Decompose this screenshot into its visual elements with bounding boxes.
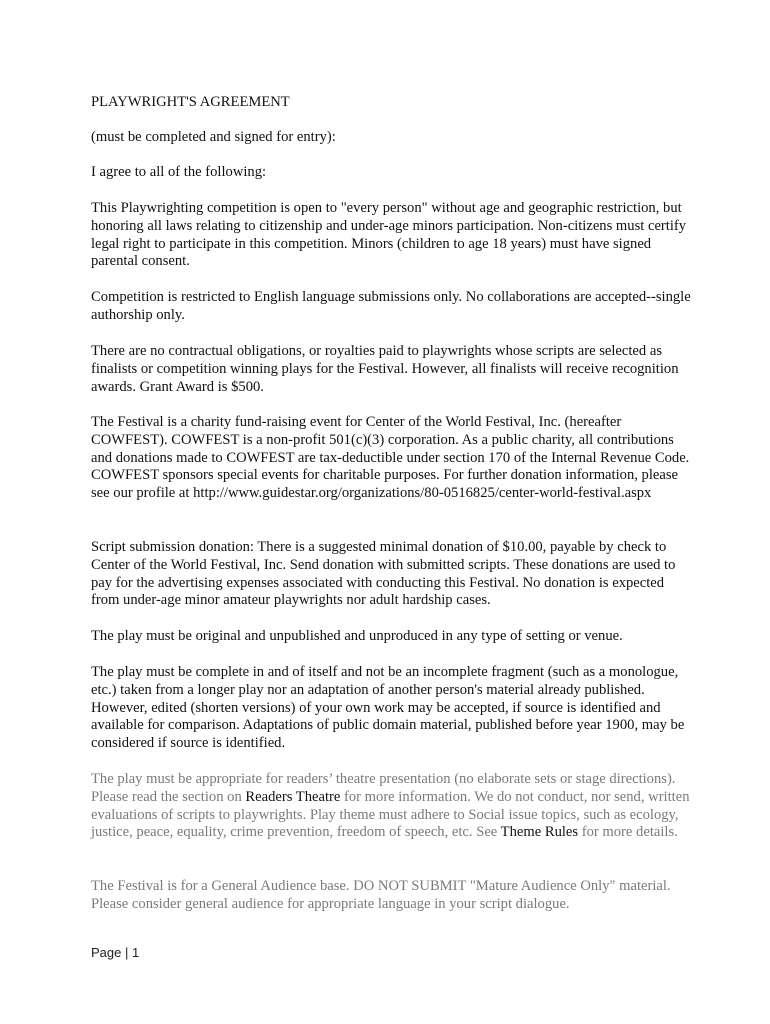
paragraph-audience: The Festival is for a General Audience base. DO NOT SUBMIT "Mature Audience Only" material. Please consider general audience for appropriate language in your script dialogue. bbox=[91, 878, 671, 912]
paragraph-readers-theatre bbox=[91, 771, 693, 842]
theme-rules-link[interactable]: Theme Rules bbox=[500, 824, 579, 841]
p8-part-b: for more information. We do not conduct, nor send, written evaluations of scripts to playwrights. Play theme must adhere to Social issue topics, such as ecology, justice, peace, equality, crime prevention, freedom of speech, etc. See bbox=[91, 788, 690, 841]
p8-part-c: for more details. bbox=[578, 824, 678, 841]
agreement-subtitle: (must be completed and signed for entry): bbox=[91, 129, 336, 145]
p8-part-a: The play must be appropriate for readers’ theatre presentation (no elaborate sets or stage directions). Please read the section on bbox=[91, 771, 676, 805]
paragraph-obligations: There are no contractual obligations, or royalties paid to playwrights whose scripts are selected as finalists or competition winning plays for the Festival. However, all finalists will receive recognition awards. Grant Award is $500. bbox=[91, 343, 679, 395]
paragraph-charity: The Festival is a charity fund-raising event for Center of the World Festival, Inc. (hereafter COWFEST). COWFEST is a non-profit 501(c)(3) corporation. As a public charity, all contributions and donations made to COWFEST are tax-deductible under section 170 of the Internal Revenue Code. COWFEST sponsors special events for charitable purposes. For further donation information, please see our profile at http://www.guidestar.org/organizations/80-0516825/center-world-festival.aspx bbox=[91, 414, 690, 502]
agreement-intro: I agree to all of the following: bbox=[91, 164, 267, 180]
page-number-footer: Page | 1 bbox=[91, 945, 140, 960]
readers-theatre-link[interactable]: Readers Theatre bbox=[245, 788, 341, 805]
paragraph-language: Competition is restricted to English language submissions only. No collaborations are accepted--single authorship only. bbox=[91, 289, 691, 323]
paragraph-eligibility: This Playwrighting competition is open to "every person" without age and geographic restriction, but honoring all laws relating to citizenship and under-age minors participation. Non-citizens must certify legal right to participate in this competition. Minors (children to age 18 years) must have signed parental consent. bbox=[91, 200, 687, 270]
paragraph-original: The play must be original and unpublished and unproduced in any type of setting or venue. bbox=[91, 628, 623, 644]
paragraph-donation: Script submission donation: There is a suggested minimal donation of $10.00, payable by check to Center of the World Festival, Inc. Send donation with submitted scripts. These donations are used to pay for the advertising expenses associated with conducting this Festival. No donation is expected from under-age minor amateur playwrights nor adult hardship cases. bbox=[91, 539, 676, 609]
agreement-title: PLAYWRIGHT'S AGREEMENT bbox=[91, 94, 290, 110]
paragraph-complete: The play must be complete in and of itself and not be an incomplete fragment (such as a monologue, etc.) taken from a longer play nor an adaptation of another person's material already published. However, edited (shorten versions) of your own work may be accepted, if source is identified and available for comparison. Adaptations of public domain material, published before year 1900, may be considered if source is identified. bbox=[91, 664, 685, 752]
